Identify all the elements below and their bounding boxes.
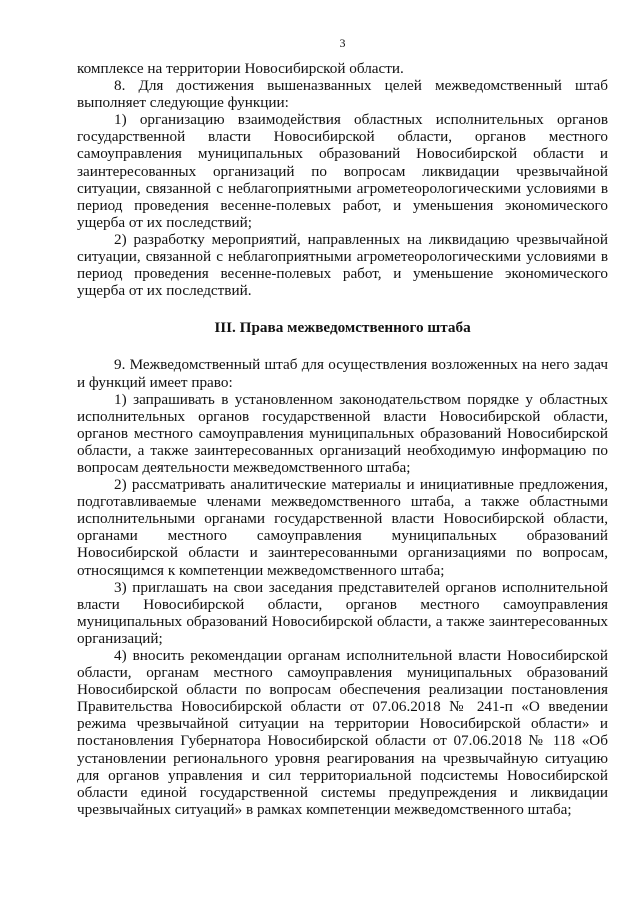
document-page — [77, 36, 608, 818]
paragraph-right-1: 1) запрашивать в установленном законодательством порядке у областных исполнительных органов государственной власти Новосибирской области, органов местного самоуправления муниципальных образований Новосибирской области, а также заинтересованных организаций необходимую информацию по вопросам деятельности межведомственного штаба; — [77, 390, 608, 476]
paragraph-continuation: комплексе на территории Новосибирской области. — [77, 60, 404, 77]
paragraph-item-9: 9. Межведомственный штаб для осуществления возложенных на него задач и функций имеет право: — [77, 356, 608, 391]
page-number: 3 — [339, 36, 346, 50]
section-heading: III. Права межведомственного штаба — [214, 319, 471, 337]
paragraph-right-3: 3) приглашать на свои заседания представителей органов исполнительной власти Новосибирской области, органов местного самоуправления муниципальных образований Новосибирской области, а также заинтересованных организаций; — [77, 578, 608, 647]
paragraph-function-1: 1) организацию взаимодействия областных исполнительных органов государственной власти Новосибирской области, органов местного самоуправления муниципальных образований Новосибирской области и заинтересованных организаций по вопросам ликвидации чрезвычайной ситуации, связанной с неблагоприятными агрометеорологическими условиями в период проведения весенне-полевых работ, и уменьшения экономического ущерба от их последствий; — [77, 111, 608, 231]
paragraph-right-4: 4) вносить рекомендации органам исполнительной власти Новосибирской области, органам местного самоуправления муниципальных образований Новосибирской области по вопросам обеспечения реализации постановления Правительства Новосибирской области от 07.06.2018 № 241-п «О введении режима чрезвычайной ситуации на территории Новосибирской области» и постановления Губернатора Новосибирской области от 07.06.2018 № 118 «Об установлении регионального уровня реагирования на чрезвычайную ситуацию для органов управления и сил территориальной подсистемы Новосибирской области единой государственной системы предупреждения и ликвидации чрезвычайных ситуаций» в рамках компетенции межведомственного штаба; — [77, 647, 608, 818]
paragraph-right-2: 2) рассматривать аналитические материалы и инициативные предложения, подготавливаемые членами межведомственного штаба, а также областными исполнительными органами государственной власти Новосибирской области, органами местного самоуправления муниципальных образований Новосибирской области и заинтересованными организациями по вопросам, относящимся к компетенции межведомственного штаба; — [77, 476, 608, 579]
paragraph-item-8: 8. Для достижения вышеназванных целей межведомственный штаб выполняет следующие функции: — [77, 77, 608, 112]
paragraph-function-2: 2) разработку мероприятий, направленных на ликвидацию чрезвычайной ситуации, связанной с неблагоприятными агрометеорологическими условиями в период проведения весенне-полевых работ, и уменьшение экономического ущерба от их последствий. — [77, 230, 608, 300]
